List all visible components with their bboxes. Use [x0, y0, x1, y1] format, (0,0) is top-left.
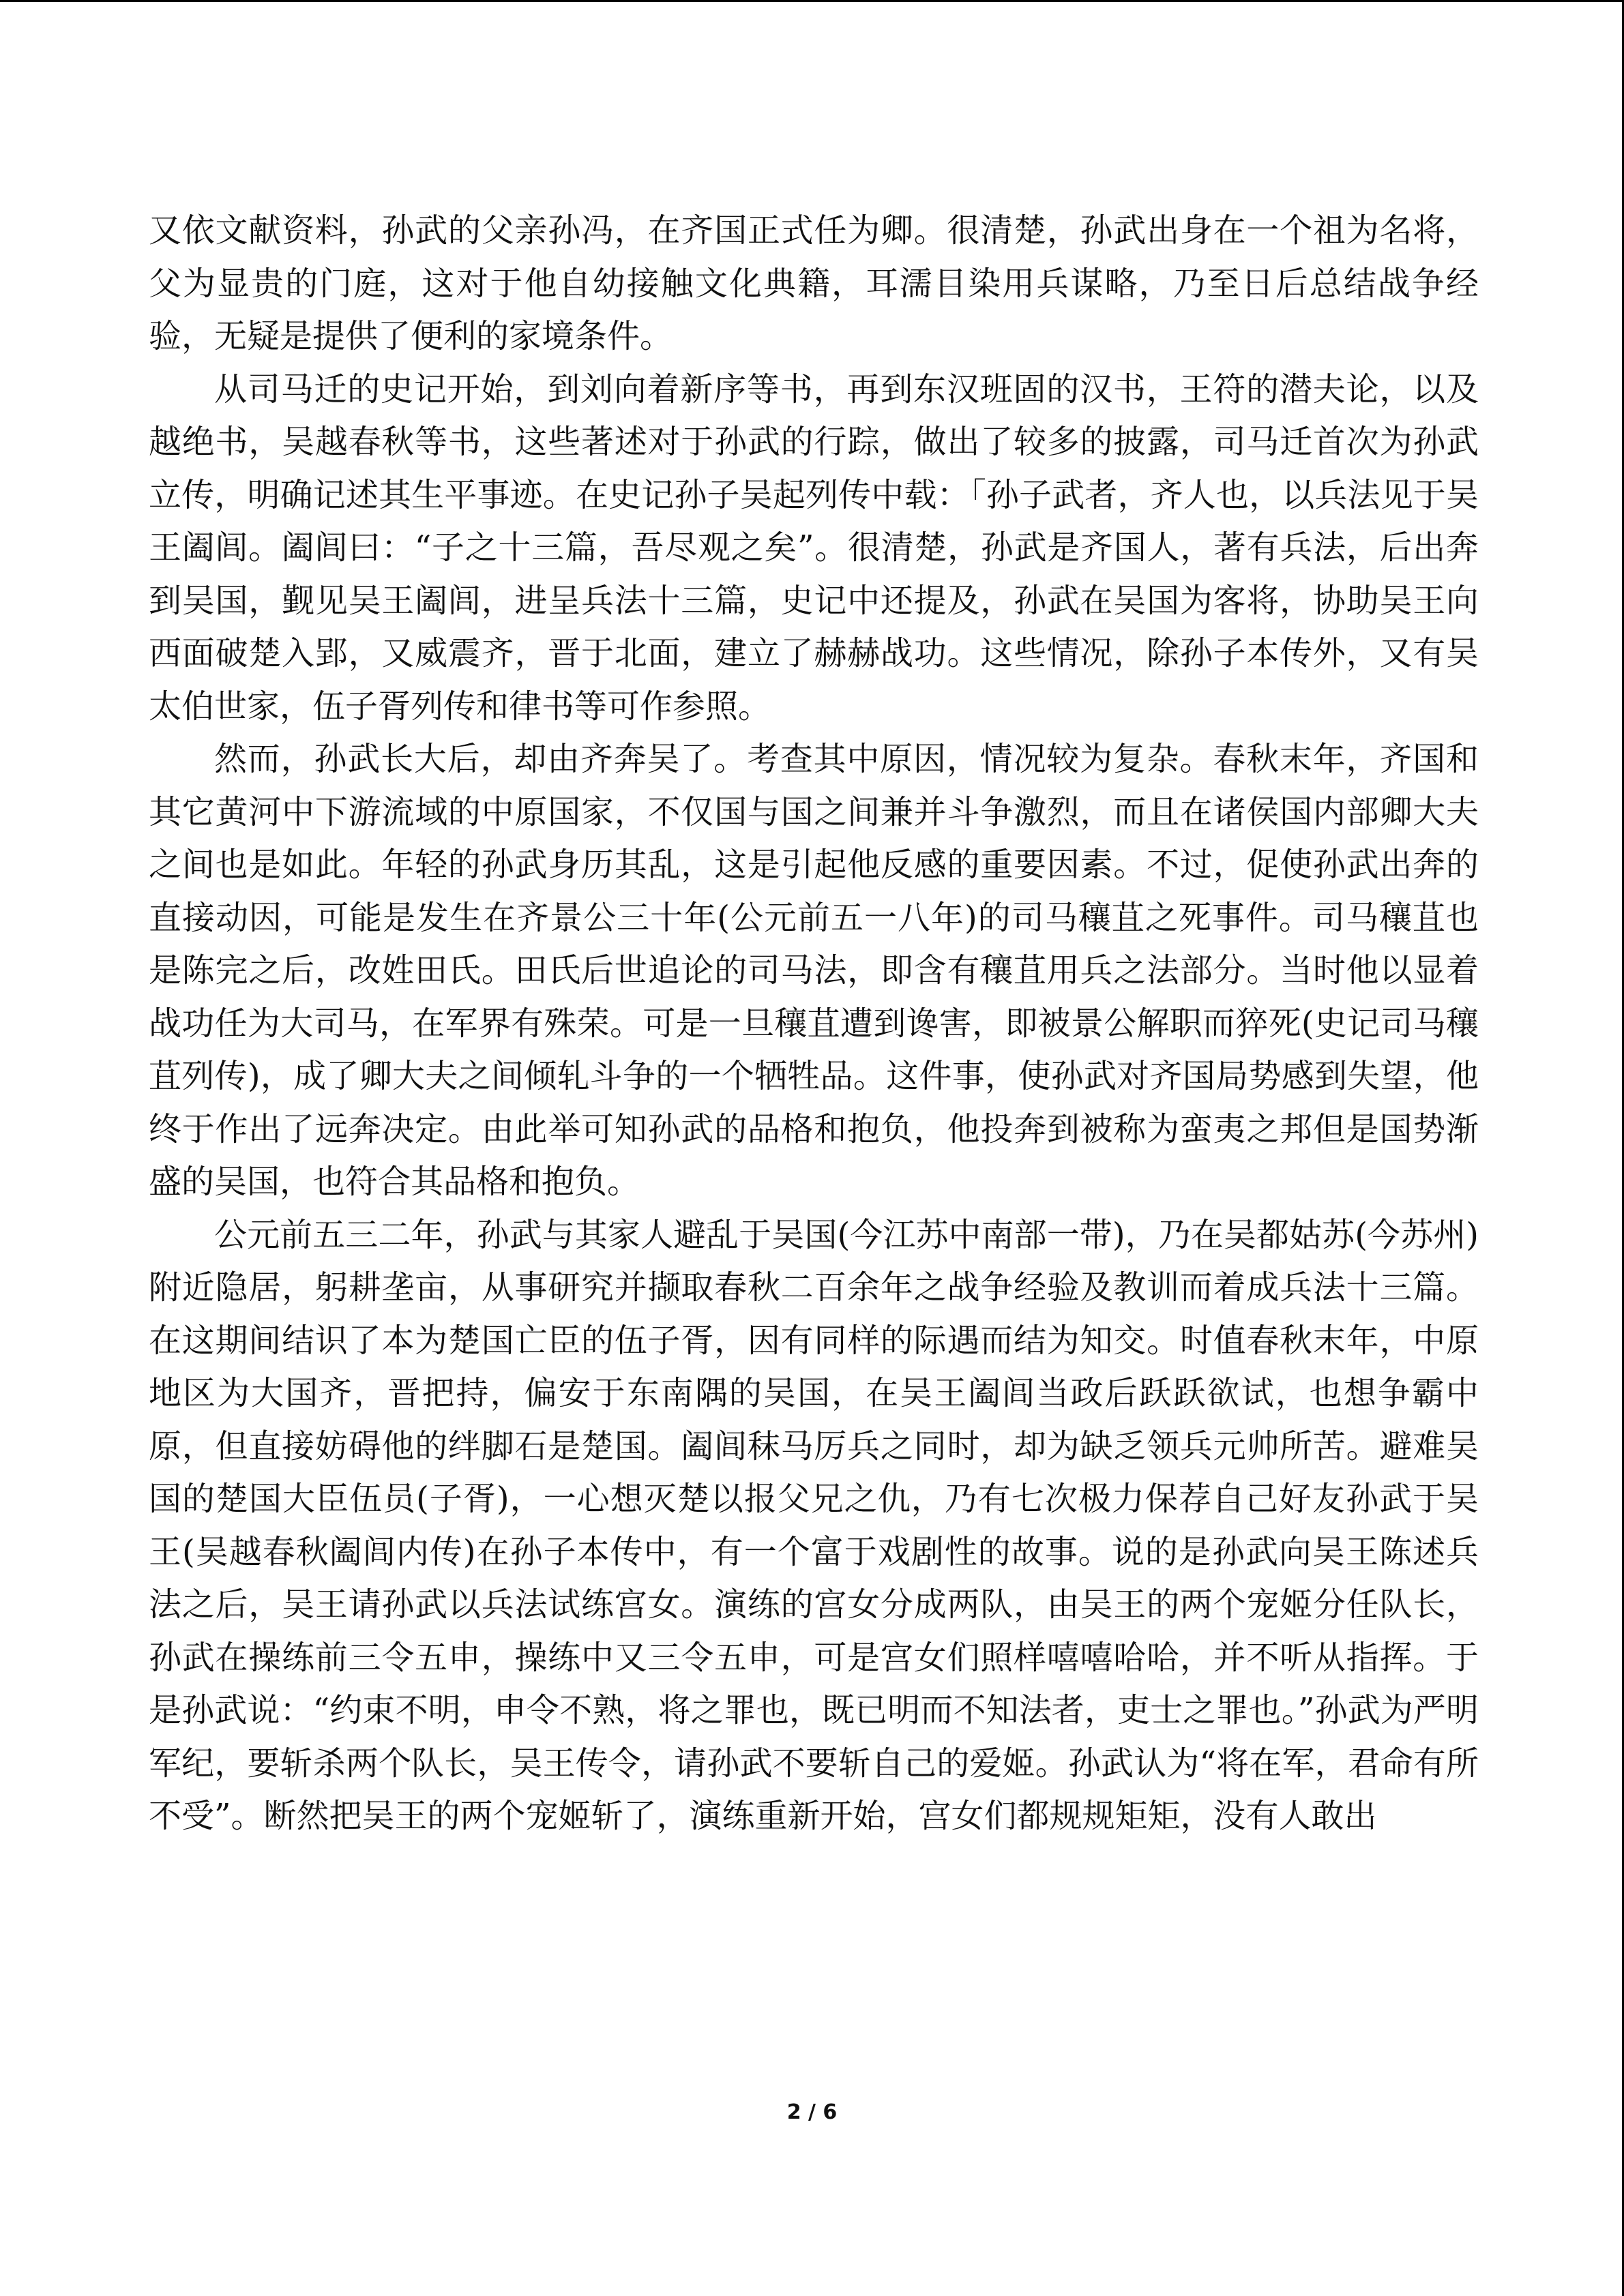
paragraph-1: 又依文献资料，孙武的父亲孙冯，在齐国正式任为卿。很清楚，孙武出身在一个祖为名将，父为显贵的门庭，这对于他自幼接触文化典籍，耳濡目染用兵谋略，乃至日后总结战争经验，无疑是提供了便利的家境条件。 [149, 211, 1479, 355]
page-number: 2 / 6 [786, 2100, 838, 2124]
document-body [149, 205, 1479, 1843]
top-border-line [0, 0, 1624, 2]
paragraph-2: 从司马迁的史记开始，到刘向着新序等书，再到东汉班固的汉书，王符的潜夫论，以及越绝书，吴越春秋等书，这些著述对于孙武的行踪，做出了较多的披露，司马迁首次为孙武立传，明确记述其生平事迹。在史记孙子吴起列传中载：「孙子武者，齐人也，以兵法见于吴王阖闾。阖闾曰：“子之十三篇，吾尽观之矣”。很清楚，孙武是齐国人，著有兵法，后出奔到吴国，觐见吴王阖闾，进呈兵法十三篇，史记中还提及，孙武在吴国为客将，协助吴王向西面破楚入郢，又威震齐，晋于北面，建立了赫赫战功。这些情况，除孙子本传外，又有吴太伯世家，伍子胥列传和律书等可作参照。 [149, 370, 1479, 726]
paragraph-4: 公元前五三二年，孙武与其家人避乱于吴国(今江苏中南部一带)，乃在吴都姑苏(今苏州)附近隐居，躬耕垄亩，从事研究并撷取春秋二百余年之战争经验及教训而着成兵法十三篇。在这期间结识了本为楚国亡臣的伍子胥，因有同样的际遇而结为知交。时值春秋末年，中原地区为大国齐，晋把持，偏安于东南隅的吴国，在吴王阖闾当政后跃跃欲试，也想争霸中原，但直接妨碍他的绊脚石是楚国。阖闾秣马厉兵之同时，却为缺乏领兵元帅所苦。避难吴国的楚国大臣伍员(子胥)，一心想灭楚以报父兄之仇，乃有七次极力保荐自己好友孙武于吴王(吴越春秋阖闾内传)在孙子本传中，有一个富于戏剧性的故事。说的是孙武向吴王陈述兵法之后，吴王请孙武以兵法试练宫女。演练的宫女分成两队，由吴王的两个宠姬分任队长，孙武在操练前三令五申，操练中又三令五申，可是宫女们照样嘻嘻哈哈，并不听从指挥。于是孙武说：“约束不明，申令不熟，将之罪也，既已明而不知法者，吏士之罪也。”孙武为严明军纪，要斩杀两个队长，吴王传令，请孙武不要斩自己的爱姬。孙武认为“将在军，君命有所不受”。断然把吴王的两个宠姬斩了，演练重新开始，宫女们都规规矩矩，没有人敢出 [149, 1215, 1479, 1835]
paragraph-3: 然而，孙武长大后，却由齐奔吴了。考查其中原因，情况较为复杂。春秋末年，齐国和其它黄河中下游流域的中原国家，不仅国与国之间兼并斗争激烈，而且在诸侯国内部卿大夫之间也是如此。年轻的孙武身历其乱，这是引起他反感的重要因素。不过，促使孙武出奔的直接动因，可能是发生在齐景公三十年(公元前五一八年)的司马穰苴之死事件。司马穰苴也是陈完之后，改姓田氏。田氏后世追论的司马法，即含有穰苴用兵之法部分。当时他以显着战功任为大司马，在军界有殊荣。可是一旦穰苴遭到谗害，即被景公解职而猝死(史记司马穰苴列传)，成了卿大夫之间倾轧斗争的一个牺牲品。这件事，使孙武对齐国局势感到失望，他终于作出了远奔决定。由此举可知孙武的品格和抱负，他投奔到被称为蛮夷之邦但是国势渐盛的吴国，也符合其品格和抱负。 [149, 740, 1479, 1201]
